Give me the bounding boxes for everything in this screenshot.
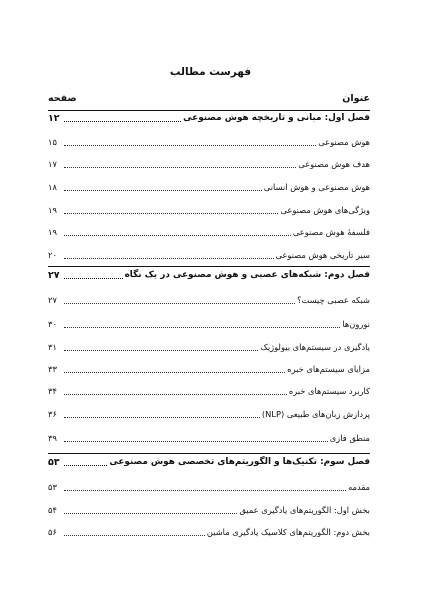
toc-entry (48, 362, 370, 376)
toc-entry-title: هدف هوش مصنوعی (298, 159, 370, 169)
toc-entry-page: ۱۵ (48, 137, 57, 147)
toc-entry (48, 135, 370, 149)
toc-entry-page: ۵۴ (48, 505, 57, 515)
toc-header-page: صفحه (48, 93, 77, 104)
toc-leader-dots (64, 326, 340, 328)
toc-entry-title: مزایای سیستم‌های خبره (287, 364, 370, 374)
toc-entry-title: فصل اول: مبانی و تاریخچه هوش مصنوعی (183, 113, 370, 123)
toc-entry-title: بخش اول: الگوریتم‌های یادگیری عمیق (239, 505, 370, 515)
toc-leader-dots (64, 212, 278, 214)
toc-header-title: عنوان (342, 93, 370, 104)
toc-leader-dots (64, 489, 346, 491)
toc-leader-dots (64, 166, 296, 168)
toc-entry-page: ۳۹ (48, 433, 57, 443)
toc-entry-title: بخش دوم: الگوریتم‌های کلاسیک یادگیری ماشین (206, 527, 370, 537)
toc-entry (48, 248, 370, 262)
toc-entry-page: ۵۳ (48, 482, 57, 492)
toc-entry (48, 317, 370, 331)
toc-entry-page: ۱۹ (48, 205, 57, 215)
toc-entry-page: ۱۹ (48, 227, 57, 237)
toc-entry-page: ۲۰ (48, 250, 57, 260)
toc-entry-title: مقدمه (348, 482, 370, 492)
toc-entry-title: ویژگی‌های هوش مصنوعی (280, 205, 370, 215)
toc-entry (48, 180, 370, 194)
toc-entry-title: هوش مصنوعی (318, 137, 370, 147)
chapter-two-rule (48, 266, 370, 267)
toc-leader-dots (64, 371, 285, 373)
toc-leader-dots (64, 277, 123, 279)
toc-leader-dots (64, 120, 181, 122)
toc-entry (48, 203, 370, 217)
toc-entry-page: ۲۷ (48, 270, 60, 281)
toc-entry (48, 293, 370, 307)
toc-entry-title: نورون‌ها (342, 319, 370, 329)
toc-entry-chapter-2 (48, 268, 370, 282)
toc-entry-page: ۳۰ (48, 319, 57, 329)
toc-leader-dots (64, 416, 260, 418)
toc-entry-page: ۳۶ (48, 409, 57, 419)
toc-entry-page: ۱۸ (48, 182, 57, 192)
toc-entry-title: فصل سوم: تکنیک‌ها و الگوریتم‌های تخصصی هوش مصنوعی (109, 457, 370, 467)
toc-entry-title: منطق فازی (329, 433, 370, 443)
toc-entry-page: ۵۳ (48, 457, 60, 468)
chapter-three-rule (48, 453, 370, 454)
toc-entry-title: هوش مصنوعی و هوش انسانی (263, 182, 370, 192)
toc-entry-page: ۱۲ (48, 113, 60, 124)
toc-entry-page: ۵۶ (48, 527, 57, 537)
toc-entry-chapter-3 (48, 455, 370, 469)
toc-leader-dots (64, 234, 291, 236)
toc-leader-dots (64, 512, 237, 514)
toc-entry-title: فلسفۀ هوش مصنوعی (292, 227, 370, 237)
toc-leader-dots (64, 464, 107, 466)
toc-leader-dots (64, 349, 258, 351)
toc-entry (48, 525, 370, 539)
toc-leader-dots (64, 257, 274, 259)
toc-entry-title: پردازش زبان‌های طبیعی (NLP) (261, 409, 370, 419)
toc-entry (48, 157, 370, 171)
toc-entry-title: سیر تاریخی هوش مصنوعی (275, 250, 370, 260)
toc-entry (48, 503, 370, 517)
toc-title: فهرست مطالب (169, 66, 252, 78)
toc-leader-dots (64, 440, 328, 442)
toc-leader-dots (64, 534, 205, 536)
toc-entry (48, 340, 370, 354)
toc-leader-dots (64, 393, 287, 395)
toc-entry-chapter-1 (48, 111, 370, 125)
toc-entry (48, 431, 370, 445)
toc-leader-dots (64, 189, 262, 191)
toc-leader-dots (64, 302, 295, 304)
toc-entry (48, 225, 370, 239)
toc-leader-dots (64, 144, 316, 146)
toc-entry (48, 480, 370, 494)
toc-entry (48, 384, 370, 398)
toc-entry (48, 407, 370, 421)
toc-entry-page: ۳۴ (48, 386, 57, 396)
toc-entry-title: شبکه عصبی چیست؟ (297, 295, 370, 305)
toc-entry-page: ۳۳ (48, 364, 57, 374)
toc-entry-title: یادگیری در سیستم‌های بیولوژیک (260, 342, 370, 352)
toc-entry-page: ۲۷ (48, 295, 57, 305)
toc-entry-title: فصل دوم: شبکه‌های عصبی و هوش مصنوعی در یک نگاه (124, 270, 370, 280)
toc-entry-page: ۳۱ (48, 342, 57, 352)
toc-header-row (48, 93, 370, 109)
toc-entry-title: کاربرد سیستم‌های خبره (288, 386, 370, 396)
toc-entry-page: ۱۷ (48, 159, 57, 169)
